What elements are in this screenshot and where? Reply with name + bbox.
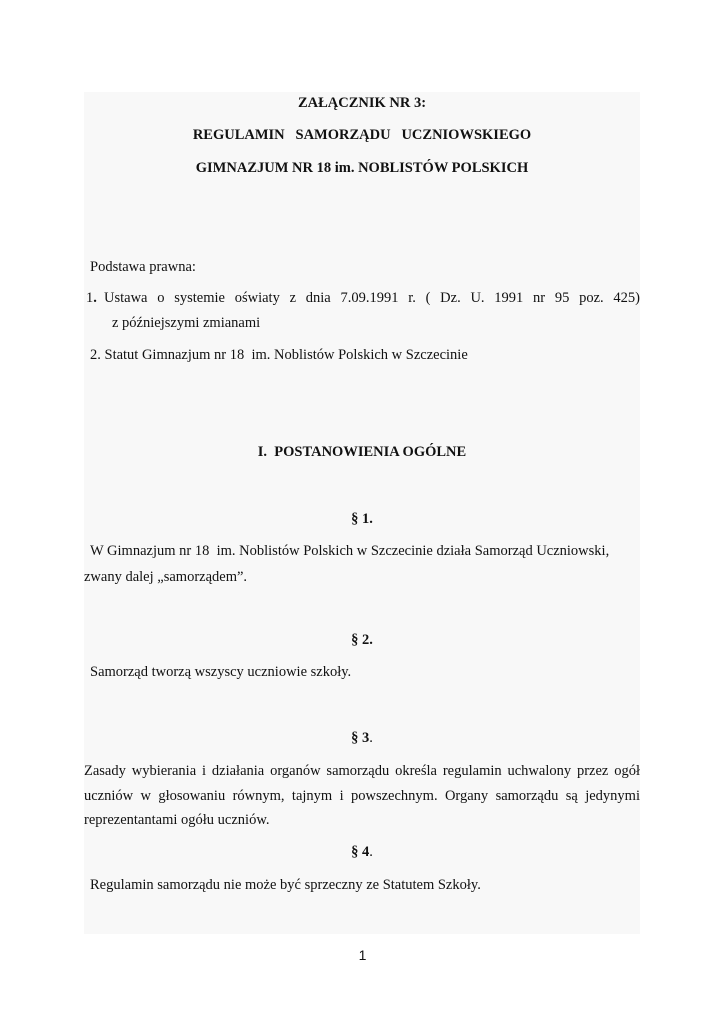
paragraph-3-line3: reprezentantami ogółu uczniów. xyxy=(84,812,270,828)
school-name: GIMNAZJUM NR 18 im. NOBLISTÓW POLSKICH xyxy=(195,160,529,176)
paragraph-2-symbol: § 2. xyxy=(351,632,373,648)
legal-basis-item1-number: 1. xyxy=(86,290,97,306)
annex-title: ZAŁĄCZNIK NR 3: xyxy=(297,95,427,111)
paragraph-2-text: Samorząd tworzą wszyscy uczniowie szkoły. xyxy=(90,664,352,680)
paragraph-4-symbol: § 4. xyxy=(351,844,373,860)
section-heading: I. POSTANOWIENIA OGÓLNE xyxy=(257,444,467,460)
paragraph-3-line1: Zasady wybierania i działania organów samorządu określa regulamin uchwalony przez ogół xyxy=(84,763,640,779)
paragraph-1-line1: W Gimnazjum nr 18 im. Noblistów Polskich w Szczecinie działa Samorząd Uczniowski, xyxy=(90,543,610,559)
paragraph-3-symbol: § 3. xyxy=(351,730,373,746)
page-number: 1 xyxy=(358,947,367,963)
legal-basis-item1-line1: Ustawa o systemie oświaty z dnia 7.09.1991 r. ( Dz. U. 1991 nr 95 poz. 425) xyxy=(104,290,640,306)
paragraph-4-text: Regulamin samorządu nie może być sprzeczny ze Statutem Szkoły. xyxy=(90,877,481,893)
legal-basis-heading: Podstawa prawna: xyxy=(90,259,196,275)
legal-basis-item1-line2: z późniejszymi zmianami xyxy=(112,315,261,331)
regulation-title: REGULAMIN SAMORZĄDU UCZNIOWSKIEGO xyxy=(192,127,532,143)
paragraph-1-line2: zwany dalej „samorządem”. xyxy=(84,569,248,585)
legal-basis-item2: 2. Statut Gimnazjum nr 18 im. Noblistów Polskich w Szczecinie xyxy=(90,347,468,363)
paragraph-1-symbol: § 1. xyxy=(351,511,373,527)
paragraph-3-line2: uczniów w głosowaniu równym, tajnym i powszechnym. Organy samorządu są jedynymi xyxy=(84,788,640,804)
